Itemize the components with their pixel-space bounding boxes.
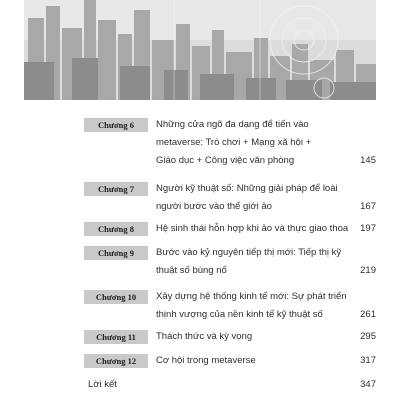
- chapter-badge: Chương 10: [84, 290, 148, 304]
- chapter-title-line: thuật số bùng nổ: [156, 265, 227, 276]
- chapter-title-line: Cơ hội trong metaverse: [156, 355, 256, 366]
- chapter-title-line: metaverse: Trò chơi + Mạng xã hội +: [156, 137, 312, 148]
- chapter-badge: Chương 11: [84, 330, 148, 344]
- chapter-title-line: Người kỹ thuật số: Những giải pháp để loài: [156, 183, 338, 194]
- chapter-badge: Chương 8: [84, 222, 148, 236]
- chapter-title-line: người bước vào thế giới ảo: [156, 201, 272, 212]
- chapter-title-line: Những cửa ngõ đa dạng để tiến vào: [156, 119, 309, 130]
- page-number: 145: [360, 155, 376, 166]
- chapter-title-line: Thách thức và kỳ vọng: [156, 331, 253, 342]
- chapter-badge: Chương 7: [84, 182, 148, 196]
- chapter-title-line: thịnh vượng của nền kinh tế kỹ thuật số: [156, 309, 323, 320]
- chapter-title-line: Giáo dục + Công việc văn phòng: [156, 155, 295, 166]
- chapter-title-line: Xây dựng hệ thống kinh tế mới: Sự phát triển: [156, 291, 347, 302]
- page-number: 219: [360, 265, 376, 276]
- cityscape-image: [24, 0, 376, 100]
- chapter-badge: Chương 9: [84, 246, 148, 260]
- page-number: 167: [360, 201, 376, 212]
- chapter-badge: Chương 12: [84, 354, 148, 368]
- chapter-title-line: Hệ sinh thái hỗn hợp khi ảo và thực giao thoa: [156, 223, 349, 234]
- page-number: 197: [360, 223, 376, 234]
- chapter-badge: Chương 6: [84, 118, 148, 132]
- page-number: 261: [360, 309, 376, 320]
- page-number: 347: [360, 379, 376, 390]
- closing-label: Lời kết: [88, 379, 117, 390]
- page-number: 295: [360, 331, 376, 342]
- page-number: 317: [360, 355, 376, 366]
- cityscape-banner: [24, 0, 376, 100]
- chapter-title-line: Bước vào kỷ nguyên tiếp thị mới: Tiếp thị kỹ: [156, 247, 342, 258]
